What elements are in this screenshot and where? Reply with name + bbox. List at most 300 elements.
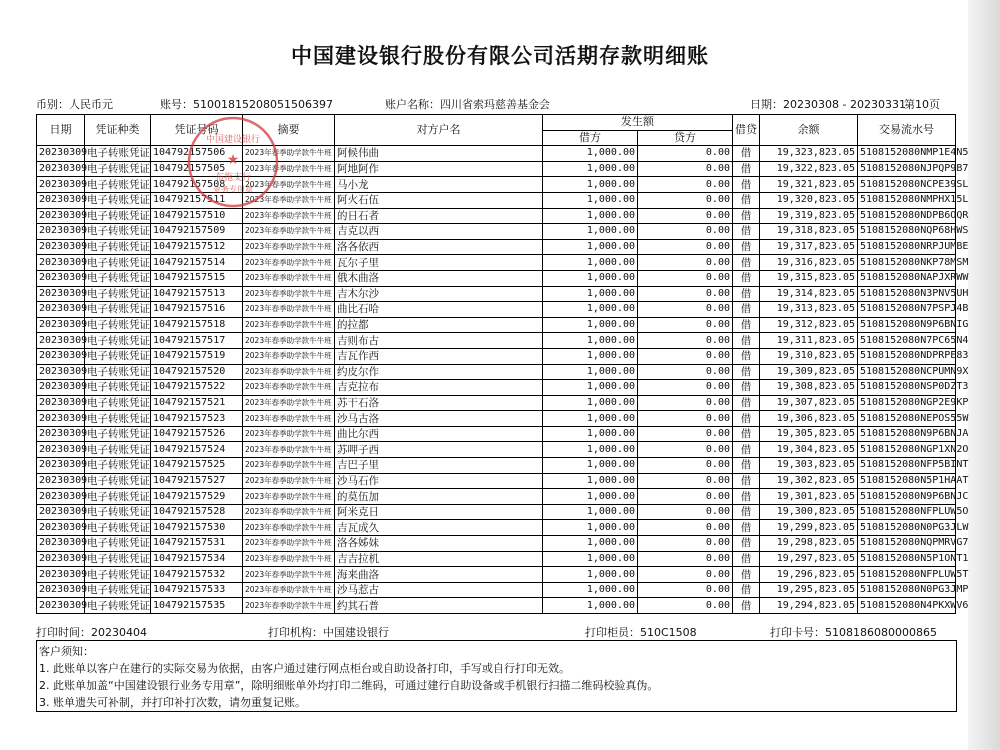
cell-debit: 1,000.00 [543, 504, 638, 520]
cell-counterparty: 吉则布古 [335, 333, 543, 349]
cell-serial: 5108152080NMP1E4N5 [858, 146, 956, 162]
cell-credit: 0.00 [638, 582, 733, 598]
table-row [37, 598, 956, 614]
cell-balance: 19,298,823.05 [760, 536, 858, 552]
cell-voucher-type: 电子转账凭证 [85, 380, 151, 396]
notice-item-1: 1. 此账单以客户在建行的实际交易为依据，由客户通过建行网点柜台或自助设备打印，手写或自行打印无效。 [39, 662, 570, 675]
cell-balance: 19,302,823.05 [760, 473, 858, 489]
cell-balance: 19,307,823.05 [760, 395, 858, 411]
cell-counterparty: 约皮尔作 [335, 364, 543, 380]
cell-serial: 5108152080N5P1ONT1 [858, 551, 956, 567]
cell-summary: 2023年春季助学款牛牛班 [243, 395, 335, 411]
cell-serial: 5108152080N0PG3JLW [858, 520, 956, 536]
cell-counterparty: 沙马惹古 [335, 582, 543, 598]
cell-credit: 0.00 [638, 192, 733, 208]
cell-counterparty: 阿候伟曲 [335, 146, 543, 162]
cell-dc: 借 [733, 489, 760, 505]
cell-credit: 0.00 [638, 224, 733, 240]
table-row [37, 411, 956, 427]
cell-voucher-type: 电子转账凭证 [85, 426, 151, 442]
cell-summary: 2023年春季助学款牛牛班 [243, 161, 335, 177]
cell-balance: 19,319,823.05 [760, 208, 858, 224]
cell-voucher-type: 电子转账凭证 [85, 442, 151, 458]
cell-debit: 1,000.00 [543, 536, 638, 552]
table-row [37, 286, 956, 302]
ledger-table [36, 114, 969, 614]
cell-date: 20230309 [37, 458, 85, 474]
cell-voucher-no: 104792157524 [151, 442, 243, 458]
cell-balance: 19,297,823.05 [760, 551, 858, 567]
cell-voucher-no: 104792157525 [151, 458, 243, 474]
table-row [37, 395, 956, 411]
table-row [37, 364, 956, 380]
cell-balance: 19,320,823.05 [760, 192, 858, 208]
cell-debit: 1,000.00 [543, 442, 638, 458]
cell-dc: 借 [733, 598, 760, 614]
table-row [37, 348, 956, 364]
cell-counterparty: 阿火石伍 [335, 192, 543, 208]
notice-heading: 客户须知： [39, 645, 94, 658]
table-row [37, 317, 956, 333]
cell-date: 20230309 [37, 411, 85, 427]
notice-item-2: 2. 此账单加盖“中国建设银行业务专用章”，除明细账单外均打印二维码，可通过建行自助设备或手机银行扫描二维码校验真伪。 [39, 679, 659, 692]
cell-serial: 5108152080NGP1XN2O [858, 442, 956, 458]
cell-date: 20230309 [37, 567, 85, 583]
cell-serial: 5108152080NGP2E9KP [858, 395, 956, 411]
cell-serial: 5108152080N7PSPJ4B [858, 302, 956, 318]
cell-date: 20230309 [37, 489, 85, 505]
table-row [37, 473, 956, 489]
cell-voucher-type: 电子转账凭证 [85, 411, 151, 427]
cell-debit: 1,000.00 [543, 192, 638, 208]
cell-debit: 1,000.00 [543, 380, 638, 396]
cell-serial: 5108152080NCPE39SL [858, 177, 956, 193]
cell-date: 20230309 [37, 302, 85, 318]
cell-balance: 19,316,823.05 [760, 255, 858, 271]
notice-item-3: 3. 账单遗失可补制，并打印补打次数，请勿重复记账。 [39, 696, 306, 709]
cell-counterparty: 沙马古洛 [335, 411, 543, 427]
cell-date: 20230309 [37, 426, 85, 442]
cell-debit: 1,000.00 [543, 582, 638, 598]
scan-page-edge [968, 0, 1000, 750]
cell-counterparty: 的莫伍加 [335, 489, 543, 505]
cell-counterparty: 俄木曲洛 [335, 270, 543, 286]
col-header-amount: 发生额 [543, 115, 733, 131]
cell-debit: 1,000.00 [543, 255, 638, 271]
cell-credit: 0.00 [638, 380, 733, 396]
cell-debit: 1,000.00 [543, 317, 638, 333]
cell-date: 20230309 [37, 317, 85, 333]
col-header-summary: 摘要 [243, 115, 335, 146]
cell-dc: 借 [733, 442, 760, 458]
cell-voucher-no: 104792157534 [151, 551, 243, 567]
svg-text:中国建设银行: 中国建设银行 [205, 135, 261, 145]
table-row [37, 458, 956, 474]
cell-dc: 借 [733, 302, 760, 318]
cell-debit: 1,000.00 [543, 411, 638, 427]
table-row [37, 520, 956, 536]
cell-balance: 19,310,823.05 [760, 348, 858, 364]
cell-balance: 19,314,823.05 [760, 286, 858, 302]
cell-voucher-no: 104792157510 [151, 208, 243, 224]
cell-balance: 19,321,823.05 [760, 177, 858, 193]
cell-debit: 1,000.00 [543, 458, 638, 474]
cell-balance: 19,304,823.05 [760, 442, 858, 458]
cell-summary: 2023年春季助学款牛牛班 [243, 208, 335, 224]
svg-text:业务专用章: 业务专用章 [213, 185, 253, 194]
cell-credit: 0.00 [638, 364, 733, 380]
cell-counterparty: 吉瓦成久 [335, 520, 543, 536]
cell-summary: 2023年春季助学款牛牛班 [243, 302, 335, 318]
cell-serial: 5108152080N0PG3JMP [858, 582, 956, 598]
cell-serial: 5108152080N9P6BNIG [858, 317, 956, 333]
cell-credit: 0.00 [638, 504, 733, 520]
cell-summary: 2023年春季助学款牛牛班 [243, 317, 335, 333]
cell-balance: 19,309,823.05 [760, 364, 858, 380]
cell-debit: 1,000.00 [543, 270, 638, 286]
cell-dc: 借 [733, 317, 760, 333]
cell-debit: 1,000.00 [543, 426, 638, 442]
table-row [37, 536, 956, 552]
cell-summary: 2023年春季助学款牛牛班 [243, 192, 335, 208]
cell-voucher-no: 104792157523 [151, 411, 243, 427]
cell-voucher-type: 电子转账凭证 [85, 395, 151, 411]
cell-credit: 0.00 [638, 473, 733, 489]
cell-counterparty: 阿米克日 [335, 504, 543, 520]
cell-summary: 2023年春季助学款牛牛班 [243, 473, 335, 489]
cell-date: 20230309 [37, 536, 85, 552]
cell-voucher-type: 电子转账凭证 [85, 473, 151, 489]
cell-serial: 5108152080N5P1HAAT [858, 473, 956, 489]
cell-summary: 2023年春季助学款牛牛班 [243, 286, 335, 302]
cell-debit: 1,000.00 [543, 520, 638, 536]
cell-date: 20230309 [37, 177, 85, 193]
cell-serial: 5108152080N9P6BNJA [858, 426, 956, 442]
cell-voucher-type: 电子转账凭证 [85, 302, 151, 318]
cell-voucher-no: 104792157528 [151, 504, 243, 520]
cell-voucher-type: 电子转账凭证 [85, 161, 151, 177]
cell-summary: 2023年春季助学款牛牛班 [243, 520, 335, 536]
cell-counterparty: 吉克以西 [335, 224, 543, 240]
cell-credit: 0.00 [638, 442, 733, 458]
cell-voucher-type: 电子转账凭证 [85, 504, 151, 520]
table-row [37, 177, 956, 193]
account-name: 账户名称：四川省索玛慈善基金会 [385, 98, 550, 111]
cell-balance: 19,313,823.05 [760, 302, 858, 318]
cell-serial: 5108152080NFP5BINT [858, 458, 956, 474]
table-row [37, 192, 956, 208]
table-row [37, 504, 956, 520]
cell-date: 20230309 [37, 146, 85, 162]
cell-date: 20230309 [37, 442, 85, 458]
cell-voucher-no: 104792157511 [151, 192, 243, 208]
table-row [37, 380, 956, 396]
cell-voucher-type: 电子转账凭证 [85, 270, 151, 286]
cell-date: 20230309 [37, 364, 85, 380]
cell-credit: 0.00 [638, 551, 733, 567]
table-row [37, 239, 956, 255]
table-row [37, 208, 956, 224]
cell-dc: 借 [733, 348, 760, 364]
cell-counterparty: 洛各依西 [335, 239, 543, 255]
cell-voucher-no: 104792157509 [151, 224, 243, 240]
cell-summary: 2023年春季助学款牛牛班 [243, 567, 335, 583]
cell-date: 20230309 [37, 161, 85, 177]
cell-dc: 借 [733, 364, 760, 380]
cell-summary: 2023年春季助学款牛牛班 [243, 348, 335, 364]
cell-counterparty: 阿地阿作 [335, 161, 543, 177]
cell-serial: 5108152080N4PKXWV6 [858, 598, 956, 614]
cell-debit: 1,000.00 [543, 473, 638, 489]
cell-date: 20230309 [37, 395, 85, 411]
cell-voucher-no: 104792157508 [151, 177, 243, 193]
cell-balance: 19,315,823.05 [760, 270, 858, 286]
cell-balance: 19,323,823.05 [760, 146, 858, 162]
cell-balance: 19,301,823.05 [760, 489, 858, 505]
cell-counterparty: 约其石普 [335, 598, 543, 614]
col-header-date: 日期 [37, 115, 85, 146]
cell-voucher-no: 104792157533 [151, 582, 243, 598]
cell-counterparty: 瓦尔子里 [335, 255, 543, 271]
cell-summary: 2023年春季助学款牛牛班 [243, 224, 335, 240]
cell-counterparty: 苏干石洛 [335, 395, 543, 411]
cell-voucher-type: 电子转账凭证 [85, 598, 151, 614]
cell-serial: 5108152080NJPQP9B7 [858, 161, 956, 177]
cell-serial: 5108152080N9P6BNJC [858, 489, 956, 505]
cell-serial: 5108152080N7PC65N4 [858, 333, 956, 349]
cell-summary: 2023年春季助学款牛牛班 [243, 458, 335, 474]
cell-serial: 5108152080NSP0DZT3 [858, 380, 956, 396]
cell-voucher-no: 104792157505 [151, 161, 243, 177]
cell-summary: 2023年春季助学款牛牛班 [243, 536, 335, 552]
cell-balance: 19,306,823.05 [760, 411, 858, 427]
customer-notice [36, 640, 957, 712]
cell-debit: 1,000.00 [543, 348, 638, 364]
print-organization: 打印机构：中国建设银行 [268, 626, 389, 639]
table-row [37, 551, 956, 567]
cell-dc: 借 [733, 177, 760, 193]
cell-dc: 借 [733, 208, 760, 224]
col-header-voucher-no: 凭证号码 [151, 115, 243, 146]
cell-date: 20230309 [37, 348, 85, 364]
col-header-counterparty: 对方户名 [335, 115, 543, 146]
currency-label: 币别：人民币元 [36, 98, 113, 111]
cell-debit: 1,000.00 [543, 302, 638, 318]
cell-voucher-type: 电子转账凭证 [85, 208, 151, 224]
cell-balance: 19,300,823.05 [760, 504, 858, 520]
cell-voucher-type: 电子转账凭证 [85, 333, 151, 349]
cell-date: 20230309 [37, 286, 85, 302]
cell-date: 20230309 [37, 582, 85, 598]
cell-summary: 2023年春季助学款牛牛班 [243, 364, 335, 380]
cell-voucher-type: 电子转账凭证 [85, 286, 151, 302]
cell-counterparty: 马小龙 [335, 177, 543, 193]
cell-credit: 0.00 [638, 302, 733, 318]
cell-counterparty: 吉克拉布 [335, 380, 543, 396]
table-row [37, 489, 956, 505]
cell-balance: 19,294,823.05 [760, 598, 858, 614]
cell-balance: 19,311,823.05 [760, 333, 858, 349]
cell-voucher-no: 104792157518 [151, 317, 243, 333]
cell-date: 20230309 [37, 520, 85, 536]
cell-voucher-type: 电子转账凭证 [85, 192, 151, 208]
cell-dc: 借 [733, 458, 760, 474]
cell-debit: 1,000.00 [543, 364, 638, 380]
cell-serial: 5108152080NAPJXRWW [858, 270, 956, 286]
cell-dc: 借 [733, 551, 760, 567]
cell-voucher-no: 104792157521 [151, 395, 243, 411]
cell-summary: 2023年春季助学款牛牛班 [243, 333, 335, 349]
cell-voucher-type: 电子转账凭证 [85, 146, 151, 162]
cell-counterparty: 曲比尔西 [335, 426, 543, 442]
cell-credit: 0.00 [638, 395, 733, 411]
cell-dc: 借 [733, 161, 760, 177]
cell-voucher-no: 104792157506 [151, 146, 243, 162]
cell-credit: 0.00 [638, 536, 733, 552]
cell-summary: 2023年春季助学款牛牛班 [243, 598, 335, 614]
cell-credit: 0.00 [638, 317, 733, 333]
col-header-balance: 余额 [760, 115, 858, 146]
cell-credit: 0.00 [638, 255, 733, 271]
cell-dc: 借 [733, 286, 760, 302]
cell-dc: 借 [733, 239, 760, 255]
cell-debit: 1,000.00 [543, 551, 638, 567]
cell-voucher-no: 104792157519 [151, 348, 243, 364]
cell-serial: 5108152080NEPOS55W [858, 411, 956, 427]
cell-voucher-type: 电子转账凭证 [85, 224, 151, 240]
cell-voucher-type: 电子转账凭证 [85, 582, 151, 598]
cell-balance: 19,299,823.05 [760, 520, 858, 536]
cell-credit: 0.00 [638, 286, 733, 302]
cell-serial: 5108152080NKP78MSM [858, 255, 956, 271]
cell-voucher-no: 104792157529 [151, 489, 243, 505]
cell-counterparty: 吉吉拉机 [335, 551, 543, 567]
cell-credit: 0.00 [638, 520, 733, 536]
cell-summary: 2023年春季助学款牛牛班 [243, 270, 335, 286]
cell-debit: 1,000.00 [543, 208, 638, 224]
cell-date: 20230309 [37, 270, 85, 286]
account-number: 账号：51001815208051506397 [160, 98, 333, 111]
cell-dc: 借 [733, 520, 760, 536]
cell-counterparty: 曲比石哈 [335, 302, 543, 318]
cell-debit: 1,000.00 [543, 333, 638, 349]
ledger-body [37, 146, 969, 614]
cell-credit: 0.00 [638, 489, 733, 505]
cell-summary: 2023年春季助学款牛牛班 [243, 426, 335, 442]
cell-credit: 0.00 [638, 177, 733, 193]
cell-counterparty: 的日石者 [335, 208, 543, 224]
cell-dc: 借 [733, 411, 760, 427]
cell-debit: 1,000.00 [543, 224, 638, 240]
cell-voucher-type: 电子转账凭证 [85, 551, 151, 567]
cell-serial: 5108152080NQP68HWS [858, 224, 956, 240]
table-row [37, 146, 956, 162]
cell-summary: 2023年春季助学款牛牛班 [243, 380, 335, 396]
cell-voucher-type: 电子转账凭证 [85, 489, 151, 505]
cell-dc: 借 [733, 270, 760, 286]
cell-voucher-type: 电子转账凭证 [85, 348, 151, 364]
cell-summary: 2023年春季助学款牛牛班 [243, 551, 335, 567]
cell-voucher-type: 电子转账凭证 [85, 255, 151, 271]
cell-summary: 2023年春季助学款牛牛班 [243, 411, 335, 427]
header-row-1 [37, 115, 956, 131]
cell-voucher-no: 104792157515 [151, 270, 243, 286]
cell-summary: 2023年春季助学款牛牛班 [243, 504, 335, 520]
page-number: 第10页 [904, 98, 940, 111]
cell-summary: 2023年春季助学款牛牛班 [243, 255, 335, 271]
document-title: 中国建设银行股份有限公司活期存款明细账 [291, 44, 709, 68]
cell-dc: 借 [733, 333, 760, 349]
table-row [37, 255, 956, 271]
cell-balance: 19,296,823.05 [760, 567, 858, 583]
col-header-voucher-type: 凭证种类 [85, 115, 151, 146]
cell-voucher-no: 104792157520 [151, 364, 243, 380]
cell-date: 20230309 [37, 333, 85, 349]
cell-voucher-type: 电子转账凭证 [85, 177, 151, 193]
cell-dc: 借 [733, 146, 760, 162]
print-time: 打印时间：20230404 [36, 626, 147, 639]
cell-voucher-type: 电子转账凭证 [85, 239, 151, 255]
cell-credit: 0.00 [638, 239, 733, 255]
cell-voucher-no: 104792157530 [151, 520, 243, 536]
cell-date: 20230309 [37, 551, 85, 567]
cell-dc: 借 [733, 224, 760, 240]
cell-voucher-no: 104792157516 [151, 302, 243, 318]
cell-voucher-no: 104792157512 [151, 239, 243, 255]
cell-counterparty: 洛各姊妹 [335, 536, 543, 552]
cell-summary: 2023年春季助学款牛牛班 [243, 146, 335, 162]
cell-credit: 0.00 [638, 348, 733, 364]
cell-balance: 19,295,823.05 [760, 582, 858, 598]
cell-serial: 5108152080NDPB6OQR [858, 208, 956, 224]
cell-voucher-no: 104792157513 [151, 286, 243, 302]
cell-serial: 5108152080NRPJUMBE [858, 239, 956, 255]
cell-voucher-type: 电子转账凭证 [85, 458, 151, 474]
cell-dc: 借 [733, 192, 760, 208]
bank-seal-stamp [183, 112, 283, 212]
table-row [37, 270, 956, 286]
cell-dc: 借 [733, 504, 760, 520]
cell-serial: 5108152080NFPLUW5T [858, 567, 956, 583]
cell-balance: 19,308,823.05 [760, 380, 858, 396]
cell-credit: 0.00 [638, 270, 733, 286]
cell-dc: 借 [733, 582, 760, 598]
cell-counterparty: 海来曲洛 [335, 567, 543, 583]
cell-balance: 19,312,823.05 [760, 317, 858, 333]
cell-voucher-no: 104792157527 [151, 473, 243, 489]
cell-balance: 19,305,823.05 [760, 426, 858, 442]
cell-summary: 2023年春季助学款牛牛班 [243, 489, 335, 505]
cell-debit: 1,000.00 [543, 489, 638, 505]
table-row [37, 426, 956, 442]
table-row [37, 224, 956, 240]
print-counter: 打印柜员：510C1508 [585, 626, 697, 639]
cell-summary: 2023年春季助学款牛牛班 [243, 582, 335, 598]
cell-date: 20230309 [37, 208, 85, 224]
cell-voucher-no: 104792157514 [151, 255, 243, 271]
cell-voucher-type: 电子转账凭证 [85, 536, 151, 552]
cell-serial: 5108152080NDPRPE83 [858, 348, 956, 364]
cell-summary: 2023年春季助学款牛牛班 [243, 239, 335, 255]
cell-counterparty: 吉巴子里 [335, 458, 543, 474]
cell-dc: 借 [733, 536, 760, 552]
cell-dc: 借 [733, 395, 760, 411]
svg-text:布拖支行: 布拖支行 [214, 173, 252, 183]
table-row [37, 161, 956, 177]
cell-date: 20230309 [37, 192, 85, 208]
svg-text:★: ★ [226, 152, 240, 168]
cell-voucher-no: 104792157532 [151, 567, 243, 583]
